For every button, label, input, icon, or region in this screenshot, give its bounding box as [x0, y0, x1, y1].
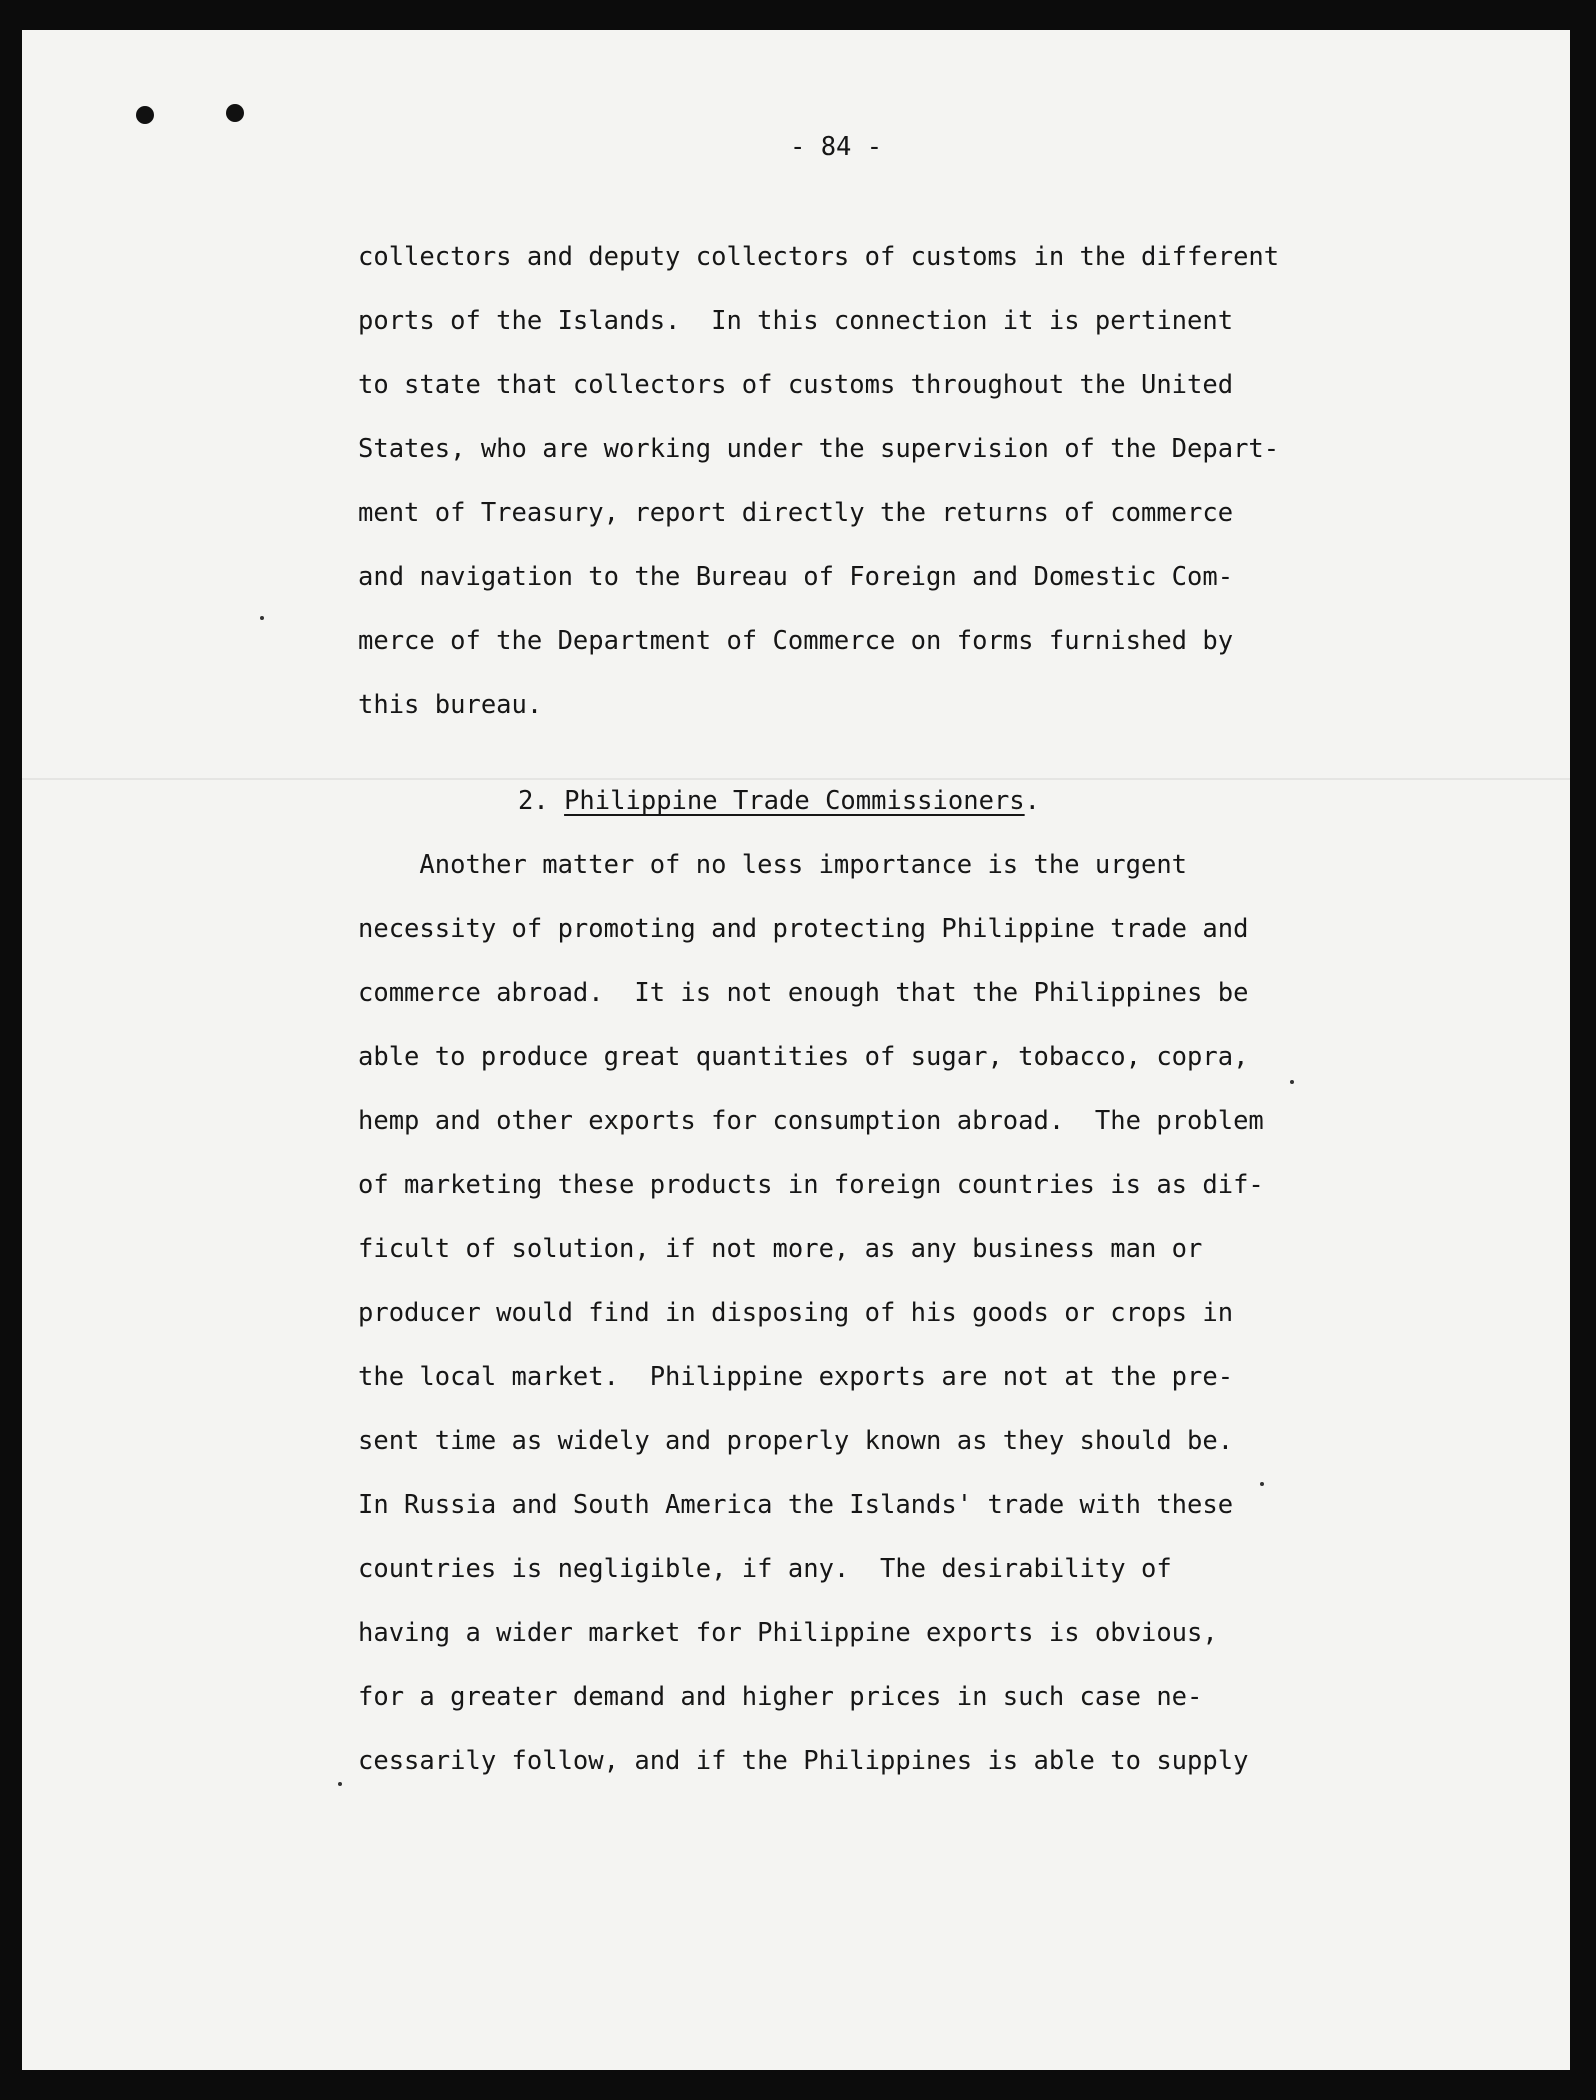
text-line: hemp and other exports for consumption abroad. The problem — [358, 1106, 1264, 1136]
speck — [338, 1782, 342, 1786]
text-line: and navigation to the Bureau of Foreign and Domestic Com- — [358, 562, 1234, 592]
text-line: merce of the Department of Commerce on forms furnished by — [358, 626, 1234, 656]
text-line: collectors and deputy collectors of customs in the different — [358, 242, 1280, 272]
text-line: In Russia and South America the Islands' trade with these — [358, 1490, 1234, 1520]
text-line: ficult of solution, if not more, as any business man or — [358, 1234, 1203, 1264]
page-number: - 84 - — [790, 132, 883, 162]
text-line: Another matter of no less importance is the urgent — [358, 850, 1188, 880]
document-page — [22, 30, 1570, 2070]
text-line: this bureau. — [358, 690, 543, 720]
text-line: ports of the Islands. In this connection it is pertinent — [358, 306, 1234, 336]
speck — [1290, 1080, 1294, 1084]
text-line: ment of Treasury, report directly the returns of commerce — [358, 498, 1234, 528]
text-line: sent time as widely and properly known as they should be. — [358, 1426, 1234, 1456]
text-line: necessity of promoting and protecting Philippine trade and — [358, 914, 1249, 944]
text-line: for a greater demand and higher prices in such case ne- — [358, 1682, 1203, 1712]
punch-hole — [226, 104, 244, 122]
text-line: of marketing these products in foreign countries is as dif- — [358, 1170, 1264, 1200]
text-line: countries is negligible, if any. The desirability of — [358, 1554, 1172, 1584]
text-line: having a wider market for Philippine exports is obvious, — [358, 1618, 1218, 1648]
text-line: the local market. Philippine exports are not at the pre- — [358, 1362, 1234, 1392]
text-line: producer would find in disposing of his goods or crops in — [358, 1298, 1234, 1328]
text-line: to state that collectors of customs throughout the United — [358, 370, 1234, 400]
text-line: able to produce great quantities of sugar, tobacco, copra, — [358, 1042, 1249, 1072]
section-number: 2. — [518, 786, 549, 816]
page-fold — [22, 778, 1570, 780]
text-line: commerce abroad. It is not enough that the Philippines be — [358, 978, 1249, 1008]
section-period: . — [1024, 786, 1041, 816]
speck — [1260, 1482, 1264, 1486]
section-title: Philippine Trade Commissioners — [564, 786, 1025, 816]
speck — [260, 616, 264, 620]
text-line: cessarily follow, and if the Philippines is able to supply — [358, 1746, 1249, 1776]
section-heading — [518, 786, 1040, 816]
text-line: States, who are working under the supervision of the Depart- — [358, 434, 1280, 464]
punch-hole — [136, 106, 154, 124]
